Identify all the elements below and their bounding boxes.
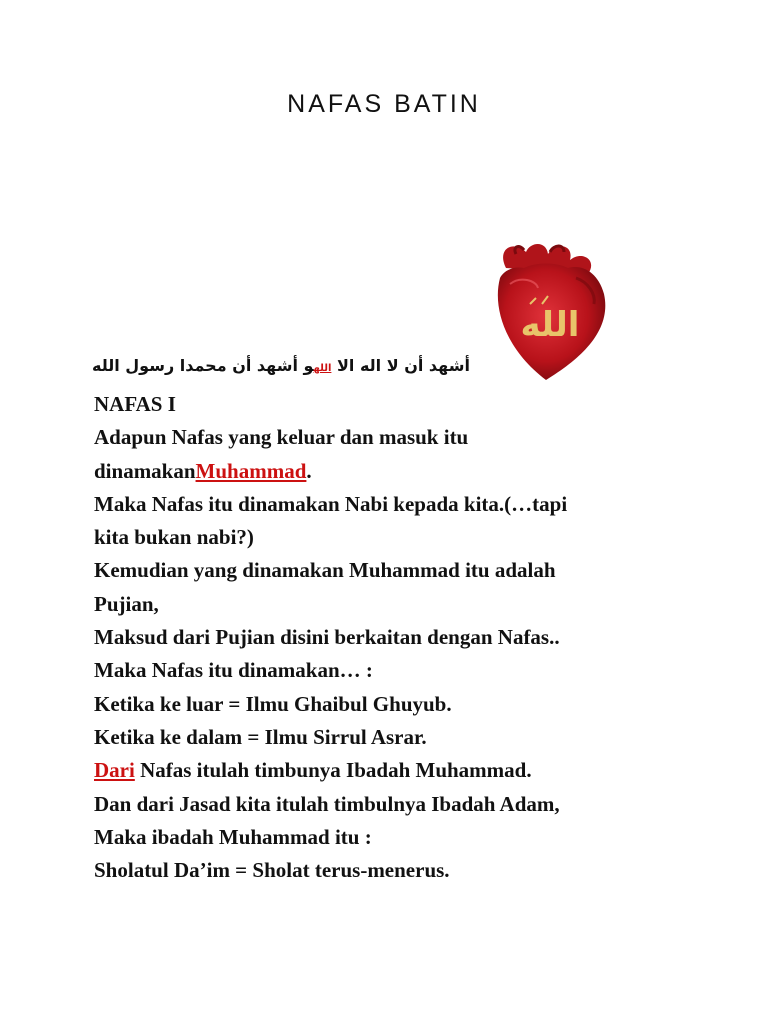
heart-allah-icon: [486, 238, 618, 388]
page-title: NAFAS BATIN: [287, 90, 481, 118]
text-line: Dan dari Jasad kita itulah timbulnya Ibadah Adam,: [94, 791, 560, 816]
text-line: [94, 754, 694, 787]
text-line: Ketika ke luar = Ilmu Ghaibul Ghuyub.: [94, 691, 452, 716]
text-line: Ketika ke dalam = Ilmu Sirrul Asrar.: [94, 724, 427, 749]
text-line: Maksud dari Pujian disini berkaitan dengan Nafas..: [94, 625, 560, 650]
allah-link[interactable]: الله: [313, 363, 332, 374]
text-line: Adapun Nafas yang keluar dan masuk itu: [94, 425, 469, 450]
text-line: Pujian,: [94, 591, 159, 616]
text-line: Kemudian yang dinamakan Muhammad itu adalah: [94, 558, 556, 583]
shahada-part-1: أشهد أن لا اله الا: [331, 356, 470, 375]
text-line: kita bukan nabi?): [94, 525, 254, 550]
text-segment: Nafas itulah timbunya Ibadah Muhammad.: [134, 758, 532, 783]
allah-calligraphy: الله: [520, 305, 580, 345]
text-line: Sholatul Da’im = Sholat terus-menerus.: [94, 858, 450, 883]
text-segment: .: [306, 458, 312, 483]
shahada-line: [92, 356, 492, 375]
shahada-part-2: و أشهد أن محمدا رسول الله: [92, 356, 314, 375]
document-body: [94, 388, 694, 887]
muhammad-link[interactable]: Muhammad: [195, 458, 307, 483]
text-line: Maka Nafas itu dinamakan Nabi kepada kita.(…tapi: [94, 491, 568, 516]
text-line: [94, 455, 694, 488]
dari-link[interactable]: Dari: [94, 758, 135, 783]
text-line: Maka Nafas itu dinamakan… :: [94, 658, 373, 683]
section-heading: NAFAS I: [94, 392, 176, 416]
text-segment: dinamakan: [94, 458, 196, 483]
text-line: Maka ibadah Muhammad itu :: [94, 824, 372, 849]
